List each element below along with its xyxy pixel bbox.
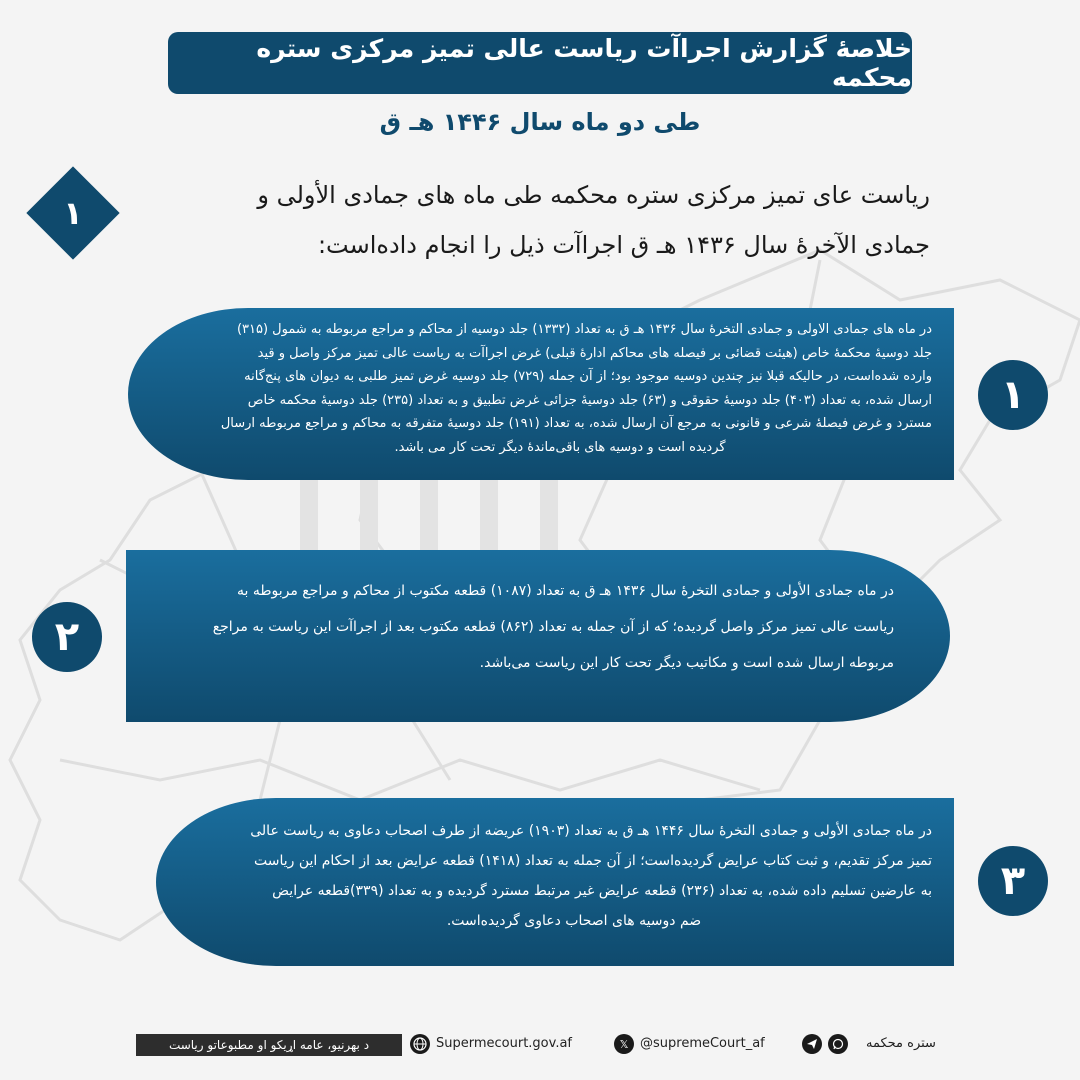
report-card-3: [156, 798, 954, 966]
report-card-1: [128, 308, 954, 480]
telegram-icon: [802, 1034, 822, 1054]
x-handle-link[interactable]: @supremeCourt_af: [640, 1036, 765, 1051]
card-line: به عارضین تسلیم داده شده، به تعداد (۲۳۶) قطعه عرایض غیر مرتبط مسترد گردیده و به تعداد (۳۳۹)قطعه عرایض: [272, 883, 932, 899]
whatsapp-icon: [828, 1034, 848, 1054]
card-line: مربوطه ارسال شده است و مکاتیب دیگر تحت کار این ریاست می‌باشد.: [479, 655, 894, 671]
card-line: وارده شده‌است، در حالیکه قبلا نیز چندین دوسیه موجود بود؛ از آن جمله (۷۲۹) جلد دوسیه غرض تمیز طلبی به دیوان های پنج‌گانه: [244, 369, 932, 384]
page-subtitle: طی دو ماه سال ۱۴۴۶ هـ ق: [379, 108, 701, 136]
intro-paragraph: [120, 170, 930, 270]
footer: [0, 1032, 1080, 1060]
brand-name: ستره محکمه: [866, 1036, 936, 1051]
card-line: گردیده است و دوسیه های باقی‌ماندهٔ دیگر تحت کار می باشد.: [394, 439, 726, 455]
card-line: جلد دوسیهٔ محکمهٔ خاص (هیئت قضائی بر فیصله های محاکم ادارهٔ قبلی) غرض اجراآت به ریاست عالی تمیز مرکز واصل و قید: [257, 345, 932, 361]
card-2-number: ۲: [32, 602, 102, 672]
website-link[interactable]: Supermecourt.gov.af: [436, 1036, 572, 1051]
report-card-2: [126, 550, 950, 722]
intro-line: ریاست عای تمیز مرکزی ستره محکمه طی ماه های جمادی الأولی و: [257, 181, 930, 209]
x-icon: 𝕏: [614, 1034, 634, 1054]
card-line: تمیز مرکز تقدیم، و ثبت کتاب عرایض گردیده‌است؛ از آن جمله به تعداد (۱۴۱۸) قطعه عرایض بعد از احکام این ریاست: [253, 853, 932, 869]
card-line: ضم دوسیه های اصحاب دعاوی گردیده‌است.: [446, 913, 702, 929]
card-line: ارسال شده، به تعداد (۴۰۳) جلد دوسیهٔ حقوقی و (۶۳) جلد دوسیهٔ جزائی غرض تطبیق و به تعداد (۲۳۵) جلد دوسیهٔ محکمه خاص: [247, 392, 932, 408]
card-line: در ماه جمادی الأولی و جمادی التخرهٔ سال ۱۴۳۶ هـ ق به تعداد (۱۰۸۷) قطعه مکتوب از محاکم و مراجع مربوطه به: [236, 583, 894, 599]
globe-icon: [410, 1034, 430, 1054]
card-line: ریاست عالی تمیز مرکز واصل گردیده؛ که از آن جمله به تعداد (۸۶۲) قطعه مکتوب بعد از اجراآت این ریاست به مراجع: [212, 619, 894, 635]
intro-line: جمادی الآخرهٔ سال ۱۴۳۶ هـ ق اجراآت ذیل را انجام داده‌است:: [317, 231, 930, 259]
card-line: در ماه جمادی الأولی و جمادی التخرهٔ سال ۱۴۴۶ هـ ق به تعداد (۱۹۰۳) عریضه از طرف اصحاب دعاوی به ریاست عالی: [250, 823, 932, 839]
office-tag: د بهرنیو، عامه اړیکو او مطبوعاتو ریاست: [136, 1034, 402, 1056]
card-line: مسترد و غرض فیصلهٔ شرعی و قانونی به مرجع آن ارسال شده، به تعداد (۱۹۱) جلد دوسیهٔ متفرقه به محاکم و مراجع مربوطه ارسال: [220, 416, 932, 431]
intro-number: ۱: [63, 194, 83, 232]
page-title-text: خلاصهٔ گزارش اجراآت ریاست عالی تمیز مرکزی ستره محکمه: [256, 34, 912, 92]
card-3-number: ۳: [978, 846, 1048, 916]
card-1-number: ۱: [978, 360, 1048, 430]
page-title: [168, 32, 912, 94]
card-line: در ماه های جمادی الاولی و جمادی التخرهٔ سال ۱۴۳۶ هـ ق به تعداد (۱۳۳۲) جلد دوسیه از محاکم و مراجع مربوطه به شمول (۳۱۵): [236, 322, 932, 337]
